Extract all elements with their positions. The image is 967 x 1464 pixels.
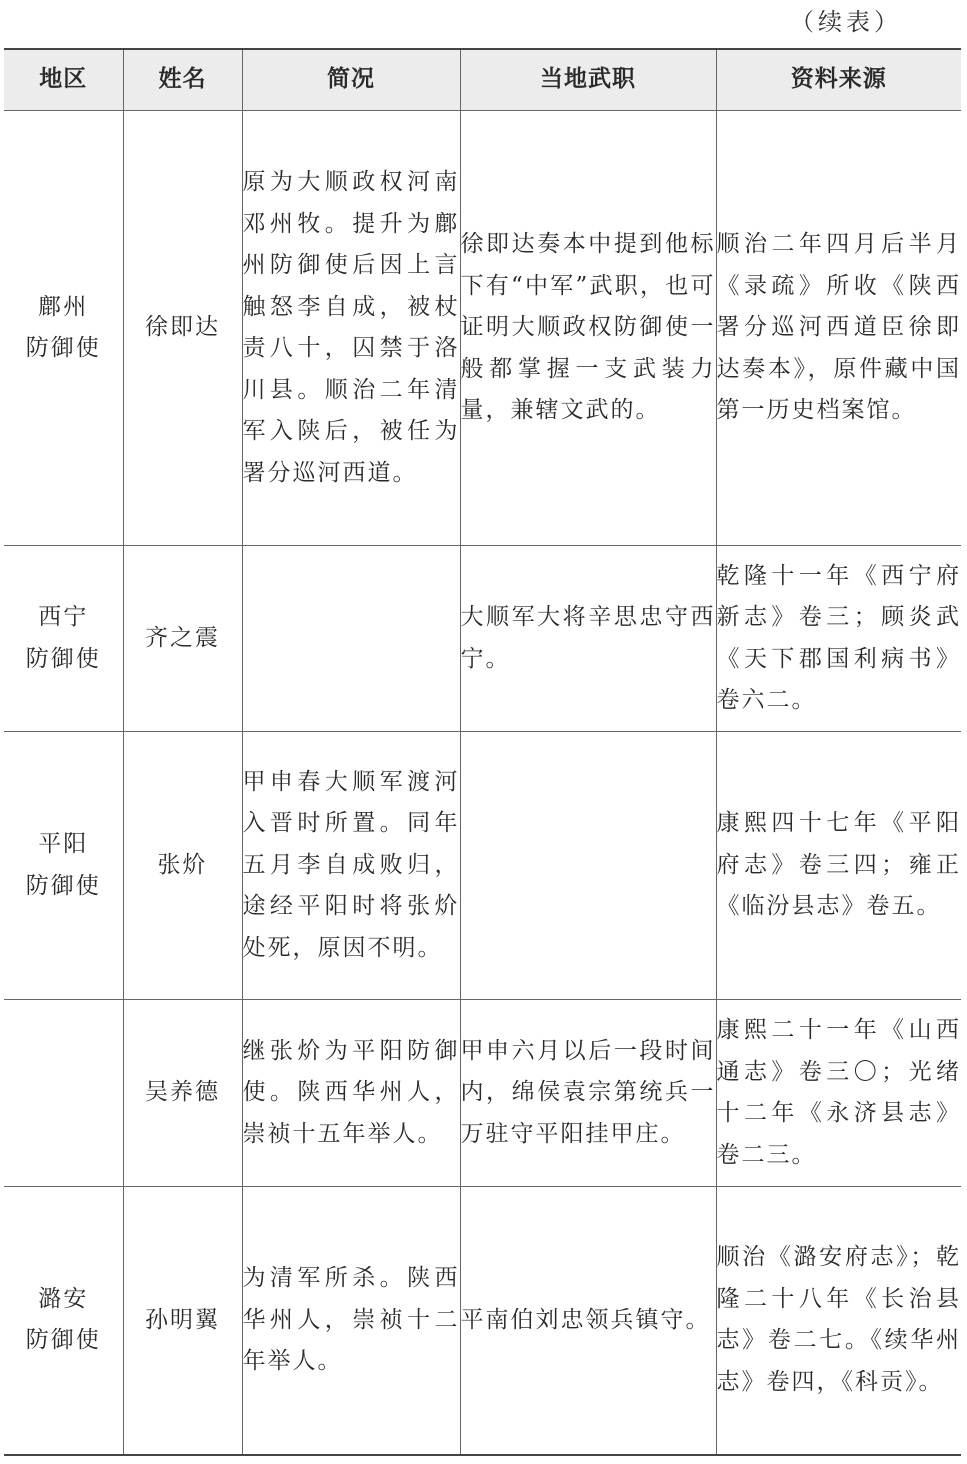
- local-military-cell: 甲申六月以后一段时间内，绵侯袁宗第统兵一万驻守平阳挂甲庄。: [460, 1000, 716, 1187]
- region-line2: 防御使: [25, 1327, 101, 1354]
- header-name: 姓名: [123, 49, 242, 111]
- sources-cell: 顺治二年四月后半月《录疏》所收《陕西署分巡河西道臣徐即达奏本》，原件藏中国第一历史档案馆。: [716, 111, 961, 546]
- name-cell: 孙明翼: [123, 1187, 242, 1455]
- continued-table-label: （续表）: [790, 8, 902, 36]
- table-row: [4, 111, 961, 546]
- name-cell: 徐即达: [123, 111, 242, 546]
- local-military-cell: 徐即达奏本中提到他标下有“中军”武职，也可证明大顺政权防御使一般都掌握一支武装力量，兼辖文武的。: [460, 111, 716, 546]
- region-line2: 防御使: [25, 872, 101, 899]
- sources-cell: 康熙四十七年《平阳府志》卷三四；雍正《临汾县志》卷五。: [716, 732, 961, 1000]
- local-military-cell: 平南伯刘忠领兵镇守。: [460, 1187, 716, 1455]
- region-line1: 鄜州: [38, 293, 89, 320]
- name-cell: 张炌: [123, 732, 242, 1000]
- name-cell: 齐之震: [123, 546, 242, 732]
- summary-cell: 甲申春大顺军渡河入晋时所置。同年五月李自成败归，途经平阳时将张炌处死，原因不明。: [242, 732, 460, 1000]
- region-cell: [4, 111, 123, 546]
- summary-cell: 继张炌为平阳防御使。陕西华州人，崇祯十五年举人。: [242, 1000, 460, 1187]
- table-row: [4, 1187, 961, 1455]
- region-cell: [4, 732, 123, 1000]
- region-line2: 防御使: [25, 645, 101, 672]
- sources-cell: 顺治《潞安府志》；乾隆二十八年《长治县志》卷二七。《续华州志》卷四，《科贡》。: [716, 1187, 961, 1455]
- table-header-row: [4, 49, 961, 111]
- region-line1: 西宁: [38, 604, 89, 630]
- table-row: [4, 732, 961, 1000]
- name-cell: 吴养德: [123, 1000, 242, 1187]
- sources-cell: 康熙二十一年《山西通志》卷三〇；光绪十二年《永济县志》卷二三。: [716, 1000, 961, 1187]
- header-local-military: 当地武职: [460, 49, 716, 111]
- summary-cell: [242, 546, 460, 732]
- summary-cell: 原为大顺政权河南邓州牧。提升为鄜州防御使后因上言触怒李自成，被杖责八十，囚禁于洛川县。顺治二年清军入陕后，被任为署分巡河西道。: [242, 111, 460, 546]
- local-military-cell: [460, 732, 716, 1000]
- local-military-cell: 大顺军大将辛思忠守西宁。: [460, 546, 716, 732]
- region-cell: [4, 1187, 123, 1455]
- sources-cell: 乾隆十一年《西宁府新志》卷三；顾炎武《天下郡国利病书》卷六二。: [716, 546, 961, 732]
- table-row: [4, 1000, 961, 1187]
- region-cell: [4, 546, 123, 732]
- region-cell: [4, 1000, 123, 1187]
- header-sources: 资料来源: [716, 49, 961, 111]
- region-line1: 平阳: [38, 831, 89, 857]
- officials-table: [4, 48, 961, 1456]
- summary-cell: 为清军所杀。陕西华州人，崇祯十二年举人。: [242, 1187, 460, 1455]
- header-region: 地区: [4, 49, 123, 111]
- table-row: [4, 546, 961, 732]
- region-line2: 防御使: [25, 335, 101, 361]
- region-line1: 潞安: [38, 1285, 89, 1312]
- header-summary: 简况: [242, 49, 460, 111]
